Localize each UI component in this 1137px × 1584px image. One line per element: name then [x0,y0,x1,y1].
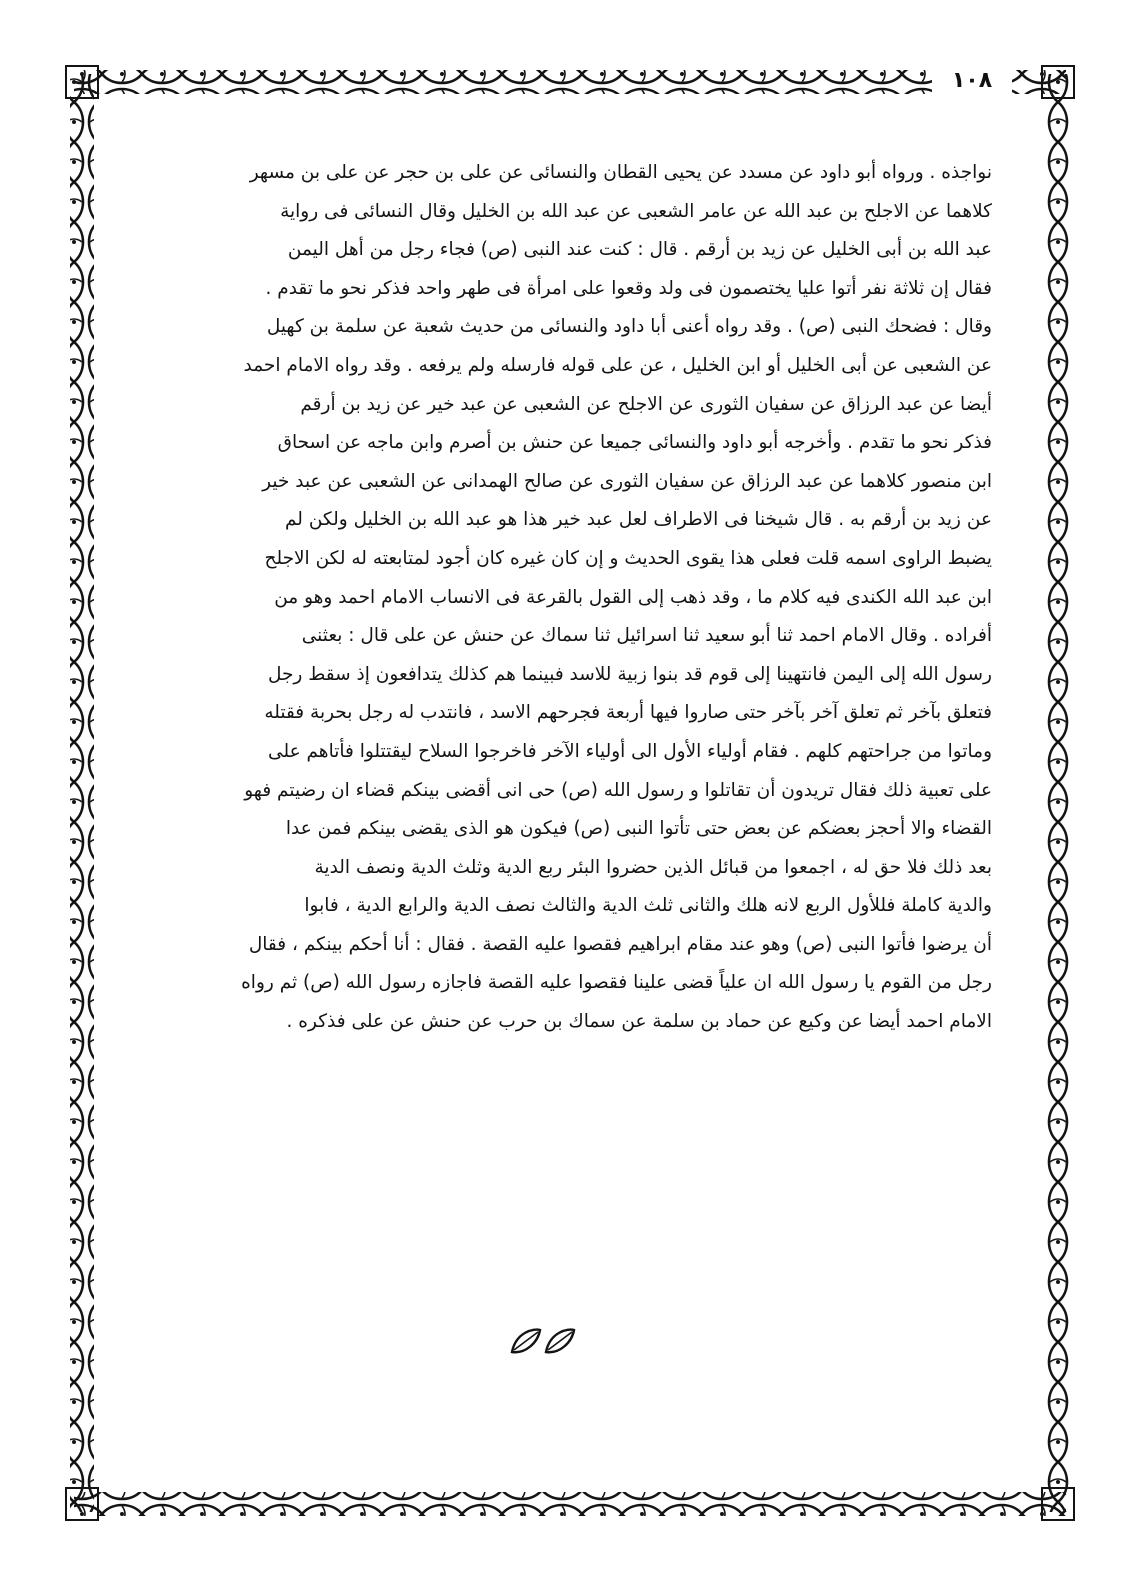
text-line: وقال : فضحك النبى (ص) . وقد رواه أعنى أبا داود والنسائى من حديث شعبة عن سلمة بن كهيل [266,316,992,338]
text-line: والدية كاملة فللأول الربع لانه هلك والثانى ثلث الدية والثالث نصف الدية والرابع الدية ، فابوا [304,895,992,917]
text-line: ابن منصور كلاهما عن عبد الرزاق عن سفيان الثورى عن صالح الهمدانى عن الشعبى عن عبد خير [262,470,992,492]
page-frame [62,62,1078,1524]
text-line: الامام احمد أيضا عن وكيع عن حماد بن سلمة عن سماك بن حرب عن حنش عن على فذكره . [286,1011,992,1033]
text-line: بعد ذلك فلا حق له ، اجمعوا من قبائل الذين حضروا البئر ربع الدية وثلث الدية ونصف الدية [314,856,992,878]
page-number: ١٠٨ [932,64,1012,98]
text-line: القضاء والا أحجز بعضكم عن بعض حتى تأتوا النبى (ص) فيكون هو الذى يقضى بينكم فمن عدا [285,818,992,840]
text-line: أيضا عن عبد الرزاق عن سفيان الثورى عن الاجلح عن الشعبى عن عبد خير عن زيد بن أرقم [300,393,992,415]
text-line: يضبط الراوى اسمه قلت فعلى هذا يقوى الحديث و إن كان غيره كان أجود لمتابعته له لكن الاجلح [264,547,992,569]
body-text [162,154,992,1042]
double-leaf-icon [508,1324,578,1358]
text-line: أفراده . وقال الامام احمد ثنا أبو سعيد ثنا اسرائيل ثنا سماك عن حنش عن على قال : بعثنى [301,625,992,647]
text-line: وماتوا من جراحتهم كلهم . فقام أولياء الأول الى أولياء الآخر فاخرجوا السلاح ليقتتلوا فأتاهم على [268,740,992,762]
text-line: فتعلق بآخر ثم تعلق آخر بآخر حتى صاروا فيها أربعة فجرحهم الاسد ، فانتدب له رجل بحربة فقتله [264,702,992,724]
text-line: عن زيد بن أرقم به . قال شيخنا فى الاطراف لعل عبد خير هذا هو عبد الله بن الخليل ولكن لم [285,509,992,531]
text-line: على تعبية ذلك فقال تريدون أن تقاتلوا و رسول الله (ص) حى انى أقضى بينكم قضاء ان رضيتم فهو [244,779,992,801]
text-line: نواجذه . ورواه أبو داود عن مسدد عن يحيى القطان والنسائى عن على بن حجر عن على بن مسهر [249,162,992,183]
text-line: ابن عبد الله الكندى فيه كلام ما ، وقد ذهب إلى القول بالقرعة فى الانساب الامام احمد وهو من [274,586,992,608]
text-line: كلاهما عن الاجلح بن عبد الله عن عامر الشعبى عن عبد الله بن الخليل وقال النسائى فى رواية [280,200,992,222]
text-line: عن الشعبى عن أبى الخليل أو ابن الخليل ، عن على قوله فارسله ولم يرفعه . وقد رواه الامام احمد [243,354,992,376]
text-line: فذكر نحو ما تقدم . وأخرجه أبو داود والنسائى جميعا عن حنش بن أصرم وابن ماجه عن اسحاق [277,432,992,454]
text-line: فقال إن ثلاثة نفر أتوا عليا يختصمون فى ولد وقعوا على امرأة فى طهر واحد فذكر نحو ما تقدم . [265,277,992,299]
text-line: رسول الله إلى اليمن فانتهينا إلى قوم قد بنوا زبية للاسد فبينما هم كذلك يتدافعون إذ سقط رجل [267,663,992,685]
text-line: عبد الله بن أبى الخليل عن زيد بن أرقم . قال : كنت عند النبى (ص) فجاء رجل من أهل اليمن [287,239,992,261]
text-line: أن يرضوا فأتوا النبى (ص) وهو عند مقام ابراهيم فقصوا عليه القصة . فقال : أنا أحكم بينكم ، فقال [248,933,992,955]
text-line: رجل من القوم يا رسول الله ان علياً قضى علينا فقصوا عليه القصة فاجازه رسول الله (ص) ثم رواه [241,972,992,994]
